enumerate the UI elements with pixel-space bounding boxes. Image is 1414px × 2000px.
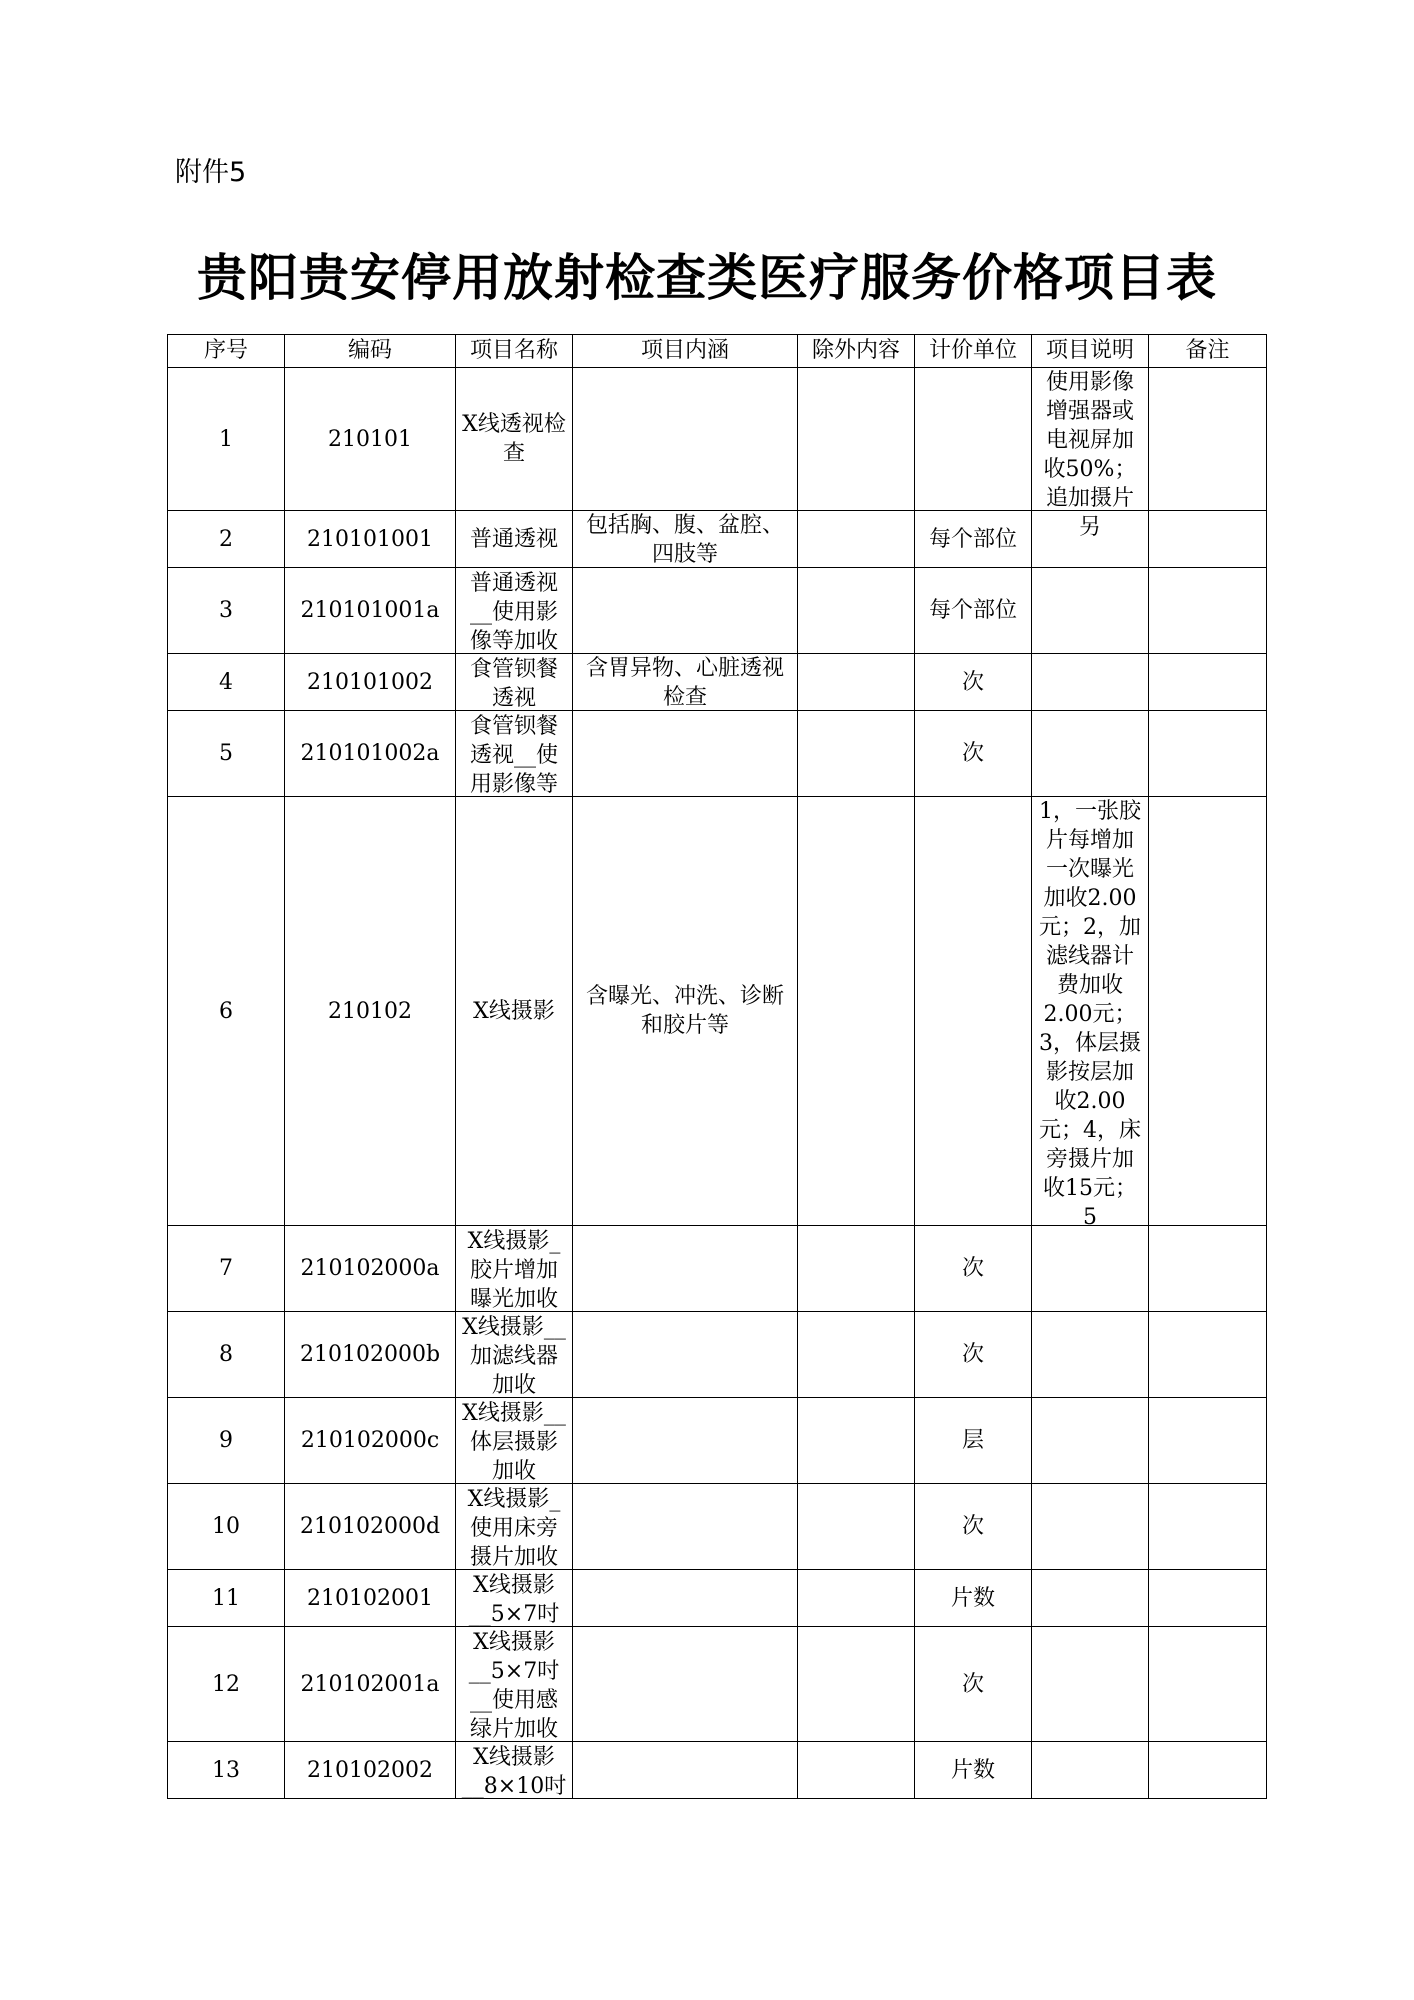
cell-remark (1149, 1742, 1267, 1799)
cell-name-text: X线摄影__5×7吋__使用感绿片加收 (468, 1630, 560, 1742)
cell-remark (1149, 511, 1267, 568)
cell-content (573, 654, 798, 711)
cell-unit (915, 1570, 1032, 1627)
cell-seq (168, 797, 285, 1226)
cell-unit-text: 片数 (950, 1757, 995, 1783)
cell-name-text: X线摄影__加滤线器加收 (462, 1315, 566, 1398)
cell-unit-text: 每个部位 (928, 598, 1017, 623)
cell-exclusion (798, 1570, 915, 1627)
cell-exclusion (798, 511, 915, 568)
cell-desc (1032, 568, 1149, 654)
cell-remark (1149, 568, 1267, 654)
cell-exclusion (798, 1312, 915, 1398)
cell-code (285, 711, 456, 797)
cell-name (456, 797, 573, 1226)
cell-code-text: 210102000c (300, 1428, 440, 1453)
cell-name-text: X线摄影_胶片增加曝光加收 (467, 1229, 561, 1312)
cell-content (573, 1226, 798, 1312)
header-content: 项目内涵 (573, 335, 798, 368)
cell-content-text: 含胃异物、心脏透视检查 (585, 656, 784, 710)
cell-code-text: 210102001a (300, 1671, 440, 1697)
cell-seq (168, 1312, 285, 1398)
cell-content (573, 511, 798, 568)
cell-content (573, 1398, 798, 1484)
attachment-label: 附件5 (175, 157, 247, 188)
cell-code-text: 210101002a (300, 741, 440, 766)
cell-name-text: 食管钡餐透视 (469, 657, 558, 711)
table-row (168, 711, 1267, 797)
cell-desc (1032, 1484, 1149, 1570)
cell-unit-text: 次 (961, 669, 984, 695)
cell-desc (1032, 1570, 1149, 1627)
cell-name-text: X线透视检查 (462, 412, 566, 466)
cell-code-text: 210102002 (307, 1757, 433, 1783)
cell-seq (168, 1627, 285, 1742)
cell-seq (168, 568, 285, 654)
cell-remark (1149, 1226, 1267, 1312)
table-row (168, 654, 1267, 711)
page-title: 贵阳贵安停用放射检查类医疗服务价格项目表 (197, 249, 1217, 307)
cell-desc (1032, 1398, 1149, 1484)
cell-code (285, 1742, 456, 1799)
cell-seq (168, 1742, 285, 1799)
cell-code (285, 1226, 456, 1312)
cell-code-text: 210101002 (307, 669, 433, 695)
cell-desc-text: 使用影像增强器或电视屏加收50%；追加摄片另 (1043, 370, 1137, 540)
cell-exclusion (798, 568, 915, 654)
cell-content-text: 包括胸、腹、盆腔、四肢等 (585, 513, 784, 567)
cell-code (285, 511, 456, 568)
cell-name-text: 普通透视 (469, 526, 558, 552)
cell-seq (168, 1226, 285, 1312)
cell-remark (1149, 1570, 1267, 1627)
cell-desc (1032, 1627, 1149, 1742)
cell-content (573, 1312, 798, 1398)
cell-unit (915, 797, 1032, 1226)
cell-name (456, 711, 573, 797)
cell-seq-text: 7 (219, 1256, 233, 1281)
cell-seq (168, 711, 285, 797)
cell-code (285, 568, 456, 654)
cell-seq (168, 368, 285, 511)
cell-desc-text: 1，一张胶片每增加一次曝光加收2.00元；2，加滤线器计费加收2.00元；3，体层摄影按层加收2.00元；4，床旁摄片加收15元；5 (1039, 799, 1141, 1230)
cell-desc (1032, 368, 1149, 540)
cell-remark (1149, 711, 1267, 797)
table-row (168, 1570, 1267, 1627)
cell-exclusion (798, 797, 915, 1226)
cell-code-text: 210102000a (300, 1256, 440, 1281)
cell-unit-text: 次 (961, 1671, 984, 1697)
cell-desc (1032, 1226, 1149, 1312)
table-row (168, 797, 1267, 1226)
header-unit: 计价单位 (915, 335, 1032, 368)
cell-name (456, 568, 573, 654)
cell-name (456, 1226, 573, 1312)
cell-content (573, 1742, 798, 1799)
cell-remark (1149, 1398, 1267, 1484)
cell-name (456, 1570, 573, 1627)
cell-code (285, 1312, 456, 1398)
cell-content (573, 1570, 798, 1627)
cell-seq (168, 1398, 285, 1484)
cell-code (285, 1627, 456, 1742)
table-row (168, 1627, 1267, 1742)
cell-remark (1149, 1627, 1267, 1742)
cell-name-text: X线摄影 (473, 998, 555, 1024)
cell-unit-text: 层 (961, 1428, 984, 1453)
cell-content (573, 797, 798, 1226)
cell-unit (915, 1398, 1032, 1484)
cell-seq-text: 4 (219, 669, 233, 695)
table-row (168, 511, 1267, 568)
cell-name-text: X线摄影__体层摄影加收 (462, 1401, 566, 1484)
cell-remark (1149, 1484, 1267, 1570)
cell-code (285, 1398, 456, 1484)
table-header-row (168, 335, 1267, 368)
cell-seq-text: 5 (219, 741, 233, 766)
cell-name (456, 1484, 573, 1570)
cell-remark (1149, 797, 1267, 1226)
cell-content (573, 1484, 798, 1570)
cell-seq-text: 11 (212, 1585, 240, 1611)
cell-name (456, 1742, 573, 1799)
cell-exclusion (798, 1742, 915, 1799)
cell-name (456, 654, 573, 711)
cell-code (285, 1570, 456, 1627)
cell-name-text: X线摄影_使用床旁摄片加收 (467, 1487, 561, 1570)
cell-seq (168, 654, 285, 711)
cell-desc (1032, 654, 1149, 711)
table-row (168, 1398, 1267, 1484)
header-exclusion: 除外内容 (798, 335, 915, 368)
cell-seq (168, 1570, 285, 1627)
cell-desc (1032, 1742, 1149, 1799)
cell-unit-text: 每个部位 (928, 526, 1017, 552)
table-row (168, 368, 1267, 511)
cell-seq-text: 12 (212, 1671, 240, 1697)
cell-seq (168, 511, 285, 568)
cell-content (573, 368, 798, 511)
cell-seq-text: 8 (219, 1342, 233, 1367)
table-row (168, 1312, 1267, 1398)
cell-unit-text: 次 (961, 1514, 984, 1539)
cell-unit (915, 368, 1032, 511)
cell-exclusion (798, 1226, 915, 1312)
cell-code (285, 1484, 456, 1570)
cell-content (573, 711, 798, 797)
cell-name (456, 511, 573, 568)
cell-seq-text: 10 (212, 1514, 240, 1539)
price-table (167, 334, 1267, 1799)
cell-content-text: 含曝光、冲洗、诊断和胶片等 (585, 984, 784, 1038)
cell-name-text: 普通透视__使用影像等加收 (469, 571, 558, 654)
header-seq: 序号 (168, 335, 285, 368)
cell-desc (1032, 711, 1149, 797)
header-name: 项目名称 (456, 335, 573, 368)
cell-unit (915, 1226, 1032, 1312)
cell-unit-text: 次 (961, 1256, 984, 1281)
cell-exclusion (798, 368, 915, 511)
cell-remark (1149, 654, 1267, 711)
cell-remark (1149, 1312, 1267, 1398)
cell-code (285, 797, 456, 1226)
cell-code (285, 654, 456, 711)
table-row (168, 1484, 1267, 1570)
cell-unit (915, 568, 1032, 654)
cell-name-text: 食管钡餐透视__使用影像等 (469, 714, 558, 797)
cell-content (573, 568, 798, 654)
cell-unit (915, 1484, 1032, 1570)
cell-unit (915, 1627, 1032, 1742)
cell-unit-text: 次 (961, 741, 984, 766)
cell-code-text: 210101001a (300, 598, 440, 623)
cell-seq-text: 13 (212, 1757, 240, 1783)
cell-exclusion (798, 1627, 915, 1742)
cell-name-text: X线摄影__5×7吋 (468, 1573, 560, 1627)
cell-seq-text: 6 (219, 998, 233, 1024)
header-code: 编码 (285, 335, 456, 368)
table-row (168, 1226, 1267, 1312)
cell-unit-text: 次 (961, 1342, 984, 1367)
cell-code-text: 210102 (328, 998, 412, 1024)
header-remark: 备注 (1149, 335, 1267, 368)
cell-unit (915, 511, 1032, 568)
cell-seq-text: 3 (219, 598, 233, 623)
cell-exclusion (798, 711, 915, 797)
cell-unit (915, 1312, 1032, 1398)
header-desc: 项目说明 (1032, 335, 1149, 368)
cell-unit-text: 片数 (950, 1585, 995, 1611)
cell-name-text: X线摄影__8×10吋 (461, 1745, 567, 1799)
cell-unit (915, 711, 1032, 797)
cell-seq-text: 2 (219, 526, 233, 552)
cell-exclusion (798, 1398, 915, 1484)
cell-exclusion (798, 1484, 915, 1570)
table-row (168, 568, 1267, 654)
cell-seq-text: 1 (219, 426, 233, 452)
cell-unit (915, 654, 1032, 711)
cell-content (573, 1627, 798, 1742)
cell-code-text: 210102000d (299, 1514, 441, 1539)
cell-exclusion (798, 654, 915, 711)
cell-name (456, 368, 573, 511)
cell-remark (1149, 368, 1267, 511)
cell-unit (915, 1742, 1032, 1799)
cell-desc (1032, 797, 1149, 1230)
cell-seq-text: 9 (219, 1428, 233, 1453)
cell-code-text: 210102001 (307, 1585, 433, 1611)
cell-code (285, 368, 456, 511)
cell-seq (168, 1484, 285, 1570)
cell-desc (1032, 1312, 1149, 1398)
cell-name (456, 1627, 573, 1742)
cell-code-text: 210101 (328, 426, 412, 452)
cell-code-text: 210101001 (307, 526, 433, 552)
cell-name (456, 1398, 573, 1484)
cell-name (456, 1312, 573, 1398)
table-row (168, 1742, 1267, 1799)
cell-code-text: 210102000b (299, 1342, 441, 1367)
